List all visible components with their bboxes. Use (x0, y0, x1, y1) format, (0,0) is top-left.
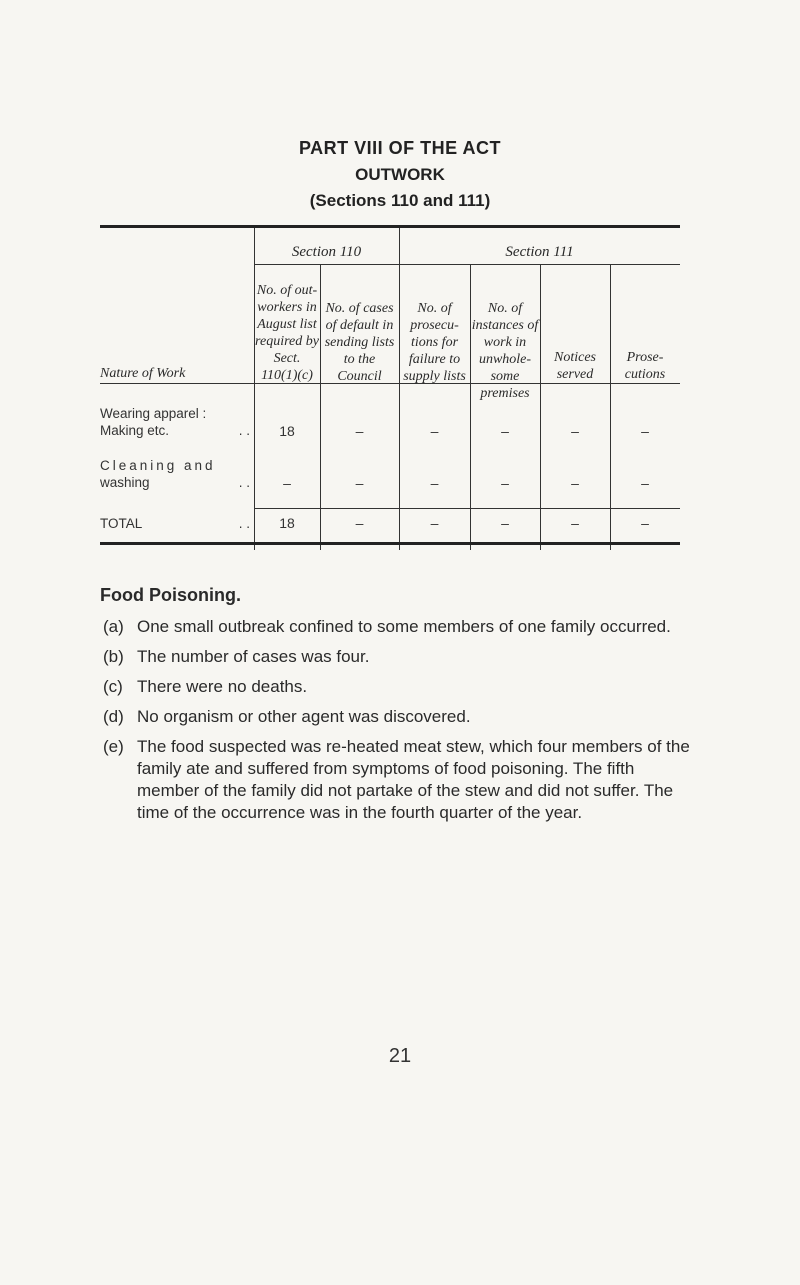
row-label-line2-wrap (100, 422, 250, 439)
list-item-text: The number of cases was four. (137, 647, 370, 666)
list-item-label: (c) (103, 677, 123, 696)
table-cell: – (355, 475, 364, 491)
row-label-line1-wrap (100, 515, 250, 532)
food-poisoning-section (100, 585, 690, 832)
food-poisoning-title: Food Poisoning. (100, 585, 241, 605)
list-item (100, 736, 690, 824)
list-item-label: (e) (103, 737, 124, 756)
table-cell: – (283, 475, 291, 491)
row-label-total: TOTAL (100, 516, 143, 531)
section-rule (254, 264, 680, 265)
col-header-unwholesome-premises: No. of instances of work in unwhole- some premises (471, 301, 539, 401)
leader-dots: . . (238, 475, 250, 490)
col-header-outworkers: No. of out- workers in August list required by Sect. 110(1)(c) (255, 283, 319, 383)
leader-dots: . . (238, 516, 250, 531)
list-item-text: The food suspected was re-heated meat stew, which four members of the family ate and suffered from symptoms of food poisoning. The fifth member of the family did not partake of the stew and did not suffer. The time of the occurrence was in the fourth quarter of the year. (137, 737, 690, 822)
table-cell: – (571, 423, 579, 439)
table-cell: – (641, 515, 649, 531)
list-item (100, 676, 690, 698)
table-bottom-rule (100, 542, 680, 545)
table-cell: – (430, 475, 439, 491)
table-cell: 18 (279, 515, 295, 531)
list-item-label: (d) (103, 707, 124, 726)
col-header-prosecutions: Prose- cutions (624, 350, 666, 382)
row-label (100, 405, 250, 439)
table-cell: – (501, 515, 509, 531)
table-cell: 18 (279, 423, 295, 439)
list-item-text: There were no deaths. (137, 677, 308, 696)
col-header-prosecutions-failure: No. of prosecu- tions for failure to supply lists (403, 301, 466, 384)
list-item-label: (a) (103, 617, 124, 636)
total-rule (254, 508, 680, 509)
row-label-line1: Cleaning and (100, 458, 216, 473)
part-heading: PART VIII OF THE ACT (299, 138, 501, 158)
table-cell: – (501, 423, 509, 439)
page-headings (0, 138, 800, 211)
row-label-line2: Making etc. (100, 423, 170, 438)
list-item (100, 646, 690, 668)
table-cell: – (430, 423, 439, 439)
row-label-line1: Wearing apparel : (100, 406, 207, 421)
section-110-heading: Section 110 (291, 244, 362, 260)
table-top-rule (100, 225, 680, 228)
page-number: 21 (388, 1045, 412, 1067)
sections-heading: (Sections 110 and 111) (309, 191, 491, 210)
table-cell: – (355, 515, 364, 531)
table-cell: – (501, 475, 509, 491)
row-label (100, 457, 250, 491)
table-cell: – (430, 515, 439, 531)
leader-dots: . . (238, 423, 250, 438)
col-header-notices-served: Notices served (554, 350, 596, 382)
section-111-heading: Section 111 (505, 244, 574, 260)
list-item-text: No organism or other agent was discovered. (137, 707, 471, 726)
list-item-label: (b) (103, 647, 124, 666)
row-label-line2-wrap (100, 474, 250, 491)
col-header-default-cases: No. of cases of default in sending lists to the Council (324, 301, 395, 384)
table-cell: – (641, 475, 649, 491)
row-label (100, 515, 250, 532)
table-cell: – (571, 475, 579, 491)
row-label-line2: washing (100, 475, 150, 490)
list-item (100, 706, 690, 728)
table-divider (254, 228, 255, 550)
list-item (100, 616, 690, 638)
outwork-heading: OUTWORK (355, 165, 445, 184)
table-cell: – (571, 515, 579, 531)
table-cell: – (641, 423, 649, 439)
nature-of-work-heading: Nature of Work (100, 366, 186, 381)
table-divider (399, 228, 400, 550)
table-cell: – (355, 423, 364, 439)
list-item-text: One small outbreak confined to some members of one family occurred. (137, 617, 671, 636)
